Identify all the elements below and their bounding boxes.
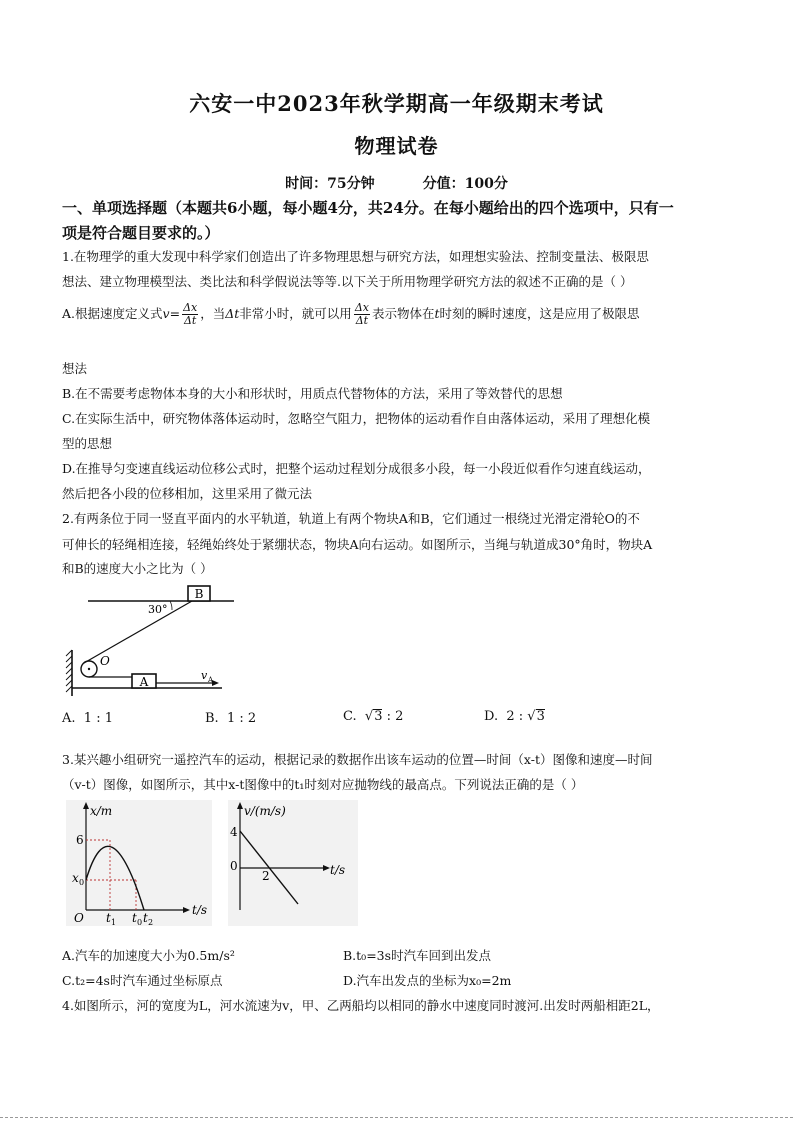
q2-stem-line1: 2.有两条位于同一竖直平面内的水平轨道，轨道上有两个物块A和B，它们通过一根绕过光滑定滑轮O的不	[62, 511, 640, 526]
q1-option-c-line2: 型的思想	[62, 436, 113, 451]
q1-option-a: A.根据速度定义式v= $\frac{\Delta x}{\Delta t}$ ，当Δt非常小时，就可以用 $\frac{\Delta x}{\Delta t}$ 表示物体在t时刻的瞬时速度，这是应用了极限思	[62, 301, 640, 327]
q1-stem-line1: 1.在物理学的重大发现中科学家们创造出了许多物理思想与研究方法，如理想实验法、控制变量法、极限思	[62, 249, 649, 264]
exam-meta	[0, 173, 793, 193]
xt-origin: O	[74, 911, 84, 925]
xt-t0-sub: 0	[137, 918, 143, 926]
rope-upper	[84, 601, 192, 663]
exam-subtitle: 物理试卷	[354, 134, 439, 158]
q1-option-d-line2: 然后把各小段的位移相加，这里采用了微元法	[62, 486, 313, 501]
v-t-graph	[228, 800, 358, 926]
q2-option-c: C. √3 : 2	[343, 709, 404, 724]
exam-title: 六安一中2023年秋学期高一年级期末考试	[189, 91, 604, 116]
q3-stem-line1: 3.某兴趣小组研究一遥控汽车的运动，根据记录的数据作出该车运动的位置—时间（x-t）图像和速度—时间	[62, 752, 653, 767]
pulley-axle	[88, 668, 90, 670]
exam-score: 分值：100分	[422, 176, 508, 192]
xt-t2-sub: 2	[148, 918, 154, 926]
q2-stem-line2: 可伸长的轻绳相连接，轻绳始终处于紧绷状态，物块A向右运动。如图所示，当绳与轨道成30°角时，物块A	[62, 537, 653, 552]
pulley-label: O	[100, 654, 110, 668]
q1-option-b: B.在不需要考虑物体本身的大小和形状时，用质点代替物体的方法，采用了等效替代的思想	[62, 386, 563, 401]
vt-xlabel: t/s	[330, 863, 346, 877]
delta-fraction: $\frac{\Delta x}{\Delta t}$	[183, 301, 198, 327]
delta-fraction: $\frac{\Delta x}{\Delta t}$	[354, 301, 369, 327]
block-b-label: B	[194, 587, 204, 601]
q2-option-a: A. 1 : 1	[62, 711, 113, 726]
angle-label: 30°	[148, 603, 168, 616]
xt-t1-sub: 1	[111, 918, 117, 926]
pulley-figure	[62, 580, 252, 700]
wall-hatching	[66, 650, 72, 692]
q2-stem-line3: 和B的速度大小之比为（ ）	[62, 561, 213, 576]
q2-option-b: B. 1 : 2	[205, 711, 257, 726]
q4-stem-line1: 4.如图所示，河的宽度为L，河水流速为v，甲、乙两船均以相同的静水中速度同时渡河.出发时两船相距2L，	[62, 998, 660, 1013]
vt-ylabel: v/(m/s)	[244, 804, 286, 818]
q1-option-d-line1: D.在推导匀变速直线运动位移公式时，把整个运动过程划分成很多小段，每一小段近似看作匀速直线运动，	[62, 461, 651, 476]
q3-stem-line2: （v-t）图像，如图所示，其中x-t图像中的t₁时刻对应抛物线的最高点。下列说法正确的是（ ）	[62, 777, 584, 792]
xt-t0: t	[132, 911, 137, 925]
q1-option-a-cont: 想法	[62, 361, 88, 376]
q2-option-d: D. 2 : √3	[484, 709, 545, 724]
vt-tick-4: 4	[230, 825, 238, 839]
xt-xlabel: t/s	[192, 903, 208, 917]
q3-option-b: B.t₀=3s时汽车回到出发点	[343, 948, 492, 963]
angle-arc	[170, 601, 172, 610]
xt-tick-6: 6	[76, 833, 84, 847]
q1-stem-line2: 想法、建立物理模型法、类比法和科学假说法等等.以下关于所用物理学研究方法的叙述不正确的是（ ）	[62, 274, 633, 289]
velocity-label: v	[201, 669, 208, 682]
xt-tick-x0: x	[72, 871, 79, 885]
xt-tick-x0-sub: 0	[79, 878, 85, 887]
q1-option-c-line1: C.在实际生活中，研究物体落体运动时，忽略空气阻力，把物体的运动看作自由落体运动，采用了理想化模	[62, 411, 651, 426]
exam-time: 时间：75分钟	[285, 176, 375, 192]
vt-origin: 0	[230, 859, 238, 873]
vt-tick-2: 2	[262, 869, 270, 883]
block-a-label: A	[139, 675, 149, 689]
section-heading-line1: 一、单项选择题（本题共6小题，每小题4分，共24分。在每小题给出的四个选项中，只有一	[62, 199, 674, 217]
q3-option-c: C.t₂=4s时汽车通过坐标原点	[62, 973, 223, 988]
xt-t1: t	[106, 911, 111, 925]
section-heading	[62, 196, 742, 246]
graph-scan-background	[66, 800, 212, 926]
xt-ylabel: x/m	[90, 804, 113, 818]
q3-option-a: A.汽车的加速度大小为0.5m/s²	[62, 948, 235, 963]
velocity-sub: A	[208, 676, 214, 684]
xt-t2: t	[143, 911, 148, 925]
x-t-graph	[66, 800, 212, 926]
section-heading-line2: 项是符合题目要求的。）	[62, 224, 220, 242]
page-bottom-rule	[0, 1117, 793, 1118]
q3-option-d: D.汽车出发点的坐标为x₀=2m	[343, 973, 512, 988]
